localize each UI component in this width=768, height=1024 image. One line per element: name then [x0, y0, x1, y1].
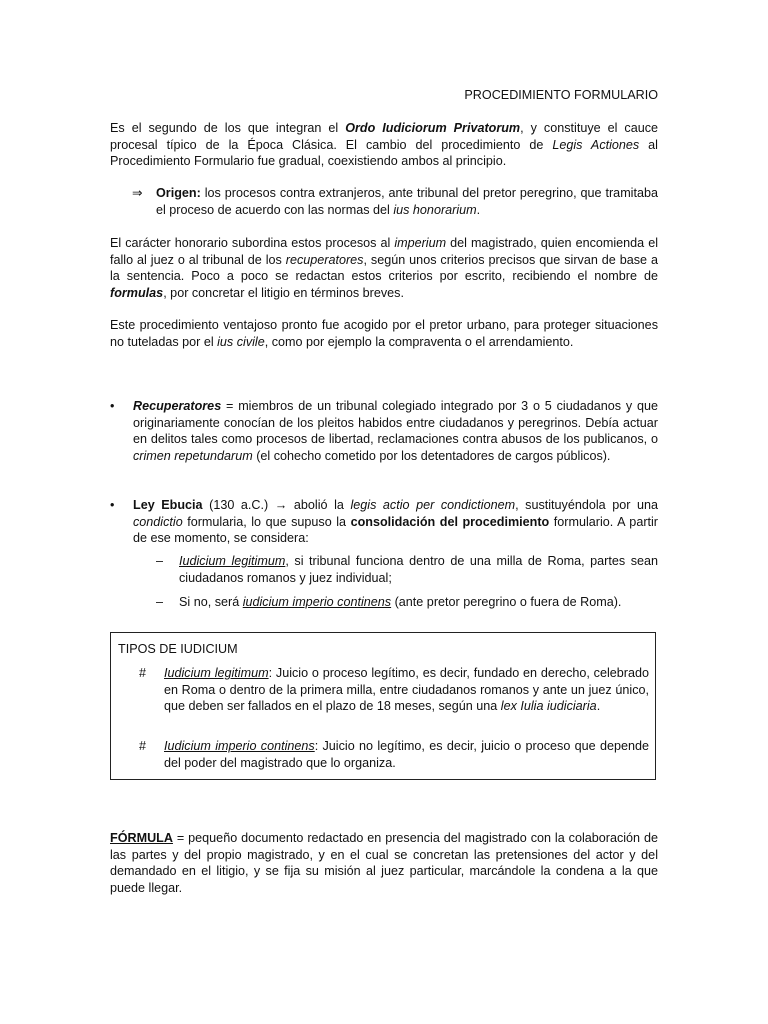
- intro-paragraph: Es el segundo de los que integran el Ordo Iudiciorum Privatorum, y constituye el cauce procesal típico de la Época Clásica. El cambio del procedimiento de Legis Actiones al Procedimiento Formulario fue gradual, coexistiendo ambos al principio.: [110, 121, 659, 168]
- dash-icon: –: [156, 595, 164, 609]
- right-arrow-icon: →: [274, 498, 288, 512]
- sub-item-imperio-continens: – Si no, será iudicium imperio continens (ante pretor peregrino o fuera de Roma).: [156, 595, 622, 609]
- bullet-ley-ebucia: • Ley Ebucia (130 a.C.) → abolió la legis actio per condictionem, sustituyéndola por una condictio formularia, lo que supuso la consolidación del procedimiento formulario. A partir de ese momento, se considera:: [110, 498, 659, 545]
- origen-item: ⇒ Origen: los procesos contra extranjeros, ante tribunal del pretor peregrino, que tramitaba el proceso de acuerdo con las normas del ius honorarium.: [132, 186, 658, 217]
- page-title: PROCEDIMIENTO FORMULARIO: [464, 88, 658, 102]
- formula-paragraph: FÓRMULA = pequeño documento redactado en presencia del magistrado con la colaboración de las partes y del propio magistrado, y en el cual se concretan las pretensiones del actor y del demandado en el litigio, y se fija su misión al juez particular, marcándole la condena a la que puede llegar.: [110, 831, 658, 895]
- hash-icon: #: [139, 666, 147, 680]
- box-title: TIPOS DE IUDICIUM: [118, 642, 238, 656]
- hash-icon: #: [139, 739, 147, 753]
- bullet-icon: •: [110, 498, 115, 512]
- term-legis-actiones: Legis Actiones: [552, 137, 640, 152]
- formula-term: FÓRMULA: [110, 831, 173, 845]
- bullet-recuperatores: • Recuperatores = miembros de un tribunal colegiado integrado por 3 o 5 ciudadanos y que originariamente conocían de los pleitos habidos entre ciudadanos y peregrinos. Debía actuar en delitos tales como procesos de libertad, reclamaciones contra abusos de los publicanos, o crimen repetundarum (el cohecho cometido por los detentadores de cargos públicos).: [110, 399, 658, 463]
- bullet-icon: •: [110, 399, 115, 413]
- dash-icon: –: [156, 554, 164, 568]
- box-item-legitimum: # Iudicium legitimum: Juicio o proceso legítimo, es decir, fundado en derecho, celebrado en Roma o dentro de la primera milla, entre ciudadanos romanos y ante un juez único, que deben ser fallados en el plazo de 18 meses, según una lex Iulia iudiciaria.: [139, 666, 649, 713]
- paragraph-caracter-honorario: El carácter honorario subordina estos procesos al imperium del magistrado, quien encomienda el fallo al juez o al tribunal de los recuperatores, según unos criterios precisos que sirvan de base a la sentencia. Poco a poco se redactan estos criterios por escrito, recibiendo el nombre de formulas, por concretar el litigio en términos breves.: [110, 236, 659, 300]
- origen-label: Origen:: [156, 186, 201, 200]
- sub-item-iudicium-legitimum: – Iudicium legitimum, si tribunal funciona dentro de una milla de Roma, partes sean ciudadanos romanos y juez individual;: [156, 554, 659, 585]
- tipos-iudicium-box: [110, 632, 656, 780]
- paragraph-pretor-urbano: Este procedimiento ventajoso pronto fue acogido por el pretor urbano, para proteger situaciones no tuteladas por el ius civile, como por ejemplo la compraventa o el arrendamiento.: [110, 318, 658, 349]
- term-ordo-iudiciorum: Ordo Iudiciorum Privatorum: [345, 121, 521, 135]
- box-item-imperio: # Iudicium imperio continens: Juicio no legítimo, es decir, juicio o proceso que depende del poder del magistrado que lo organiza.: [139, 739, 649, 770]
- double-arrow-icon: ⇒: [132, 186, 143, 200]
